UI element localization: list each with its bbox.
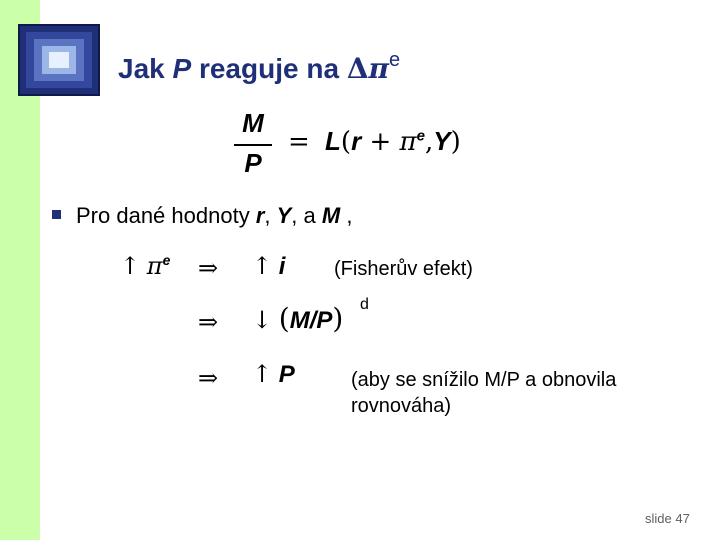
paren-open: ( bbox=[340, 127, 352, 157]
row2-var: M/P bbox=[289, 307, 333, 334]
row1-pi: π bbox=[146, 252, 163, 280]
var-r: r bbox=[351, 126, 362, 156]
down-arrow-icon: ↓ bbox=[252, 306, 273, 334]
bullet-text-1: Pro dané hodnoty bbox=[76, 203, 256, 228]
slide-title bbox=[118, 49, 401, 85]
row3-var-P: P bbox=[278, 361, 295, 388]
denominator: P bbox=[244, 148, 262, 178]
row3-note-line2: rovnováha) bbox=[351, 395, 452, 417]
row2-paren-close: ) bbox=[332, 302, 344, 335]
bullet-sep-1: , bbox=[264, 203, 277, 228]
implies-icon: ⇒ bbox=[198, 364, 219, 392]
var-Y: Y bbox=[433, 126, 451, 156]
row3-note-line1: (aby se snížilo M/P a obnovila bbox=[351, 369, 617, 391]
bullet-var-r: r bbox=[255, 203, 265, 228]
row3-note bbox=[351, 367, 616, 419]
row1-cause bbox=[120, 252, 170, 281]
bullet-var-Y: Y bbox=[276, 203, 292, 228]
up-arrow-icon: ↑ bbox=[252, 252, 273, 280]
up-arrow-icon: ↑ bbox=[120, 252, 141, 280]
row2-paren-open: ( bbox=[278, 302, 290, 335]
pi-superscript: e bbox=[416, 127, 425, 145]
var-pi: π bbox=[399, 127, 417, 157]
logo-image bbox=[18, 24, 100, 96]
comma: , bbox=[424, 127, 434, 157]
func-L: L bbox=[325, 126, 341, 156]
row3-effect bbox=[252, 360, 295, 389]
row1-var-i: i bbox=[278, 253, 286, 280]
money-demand-equation bbox=[232, 108, 492, 184]
bullet-text bbox=[76, 203, 352, 229]
title-delta: Δ bbox=[346, 52, 369, 85]
bullet-sep-2: , a bbox=[291, 203, 322, 228]
bullet-marker bbox=[52, 210, 61, 219]
equation-rhs bbox=[288, 126, 461, 157]
equals-sign: = bbox=[288, 127, 310, 157]
implies-icon: ⇒ bbox=[198, 254, 219, 282]
title-var: P bbox=[172, 53, 192, 84]
numerator: M bbox=[242, 108, 264, 138]
row1-pi-sup: e bbox=[162, 252, 171, 268]
title-prefix: Jak bbox=[118, 53, 173, 84]
fraction-bar bbox=[234, 144, 272, 146]
title-sup: e bbox=[389, 49, 401, 71]
row2-sup: d bbox=[360, 296, 369, 313]
up-arrow-icon: ↑ bbox=[252, 360, 273, 388]
slide-number: slide 47 bbox=[645, 511, 690, 526]
title-pi: π bbox=[368, 52, 390, 85]
bullet-var-M: M bbox=[321, 203, 341, 228]
row1-effect bbox=[252, 252, 285, 281]
row2-effect bbox=[252, 302, 343, 335]
title-middle: reaguje na bbox=[191, 53, 347, 84]
implies-icon: ⇒ bbox=[198, 308, 219, 336]
plus-sign: + bbox=[361, 127, 400, 157]
bullet-text-2: , bbox=[340, 203, 353, 228]
paren-close: ) bbox=[450, 127, 461, 157]
fisher-effect-note: (Fisherův efekt) bbox=[334, 258, 473, 280]
